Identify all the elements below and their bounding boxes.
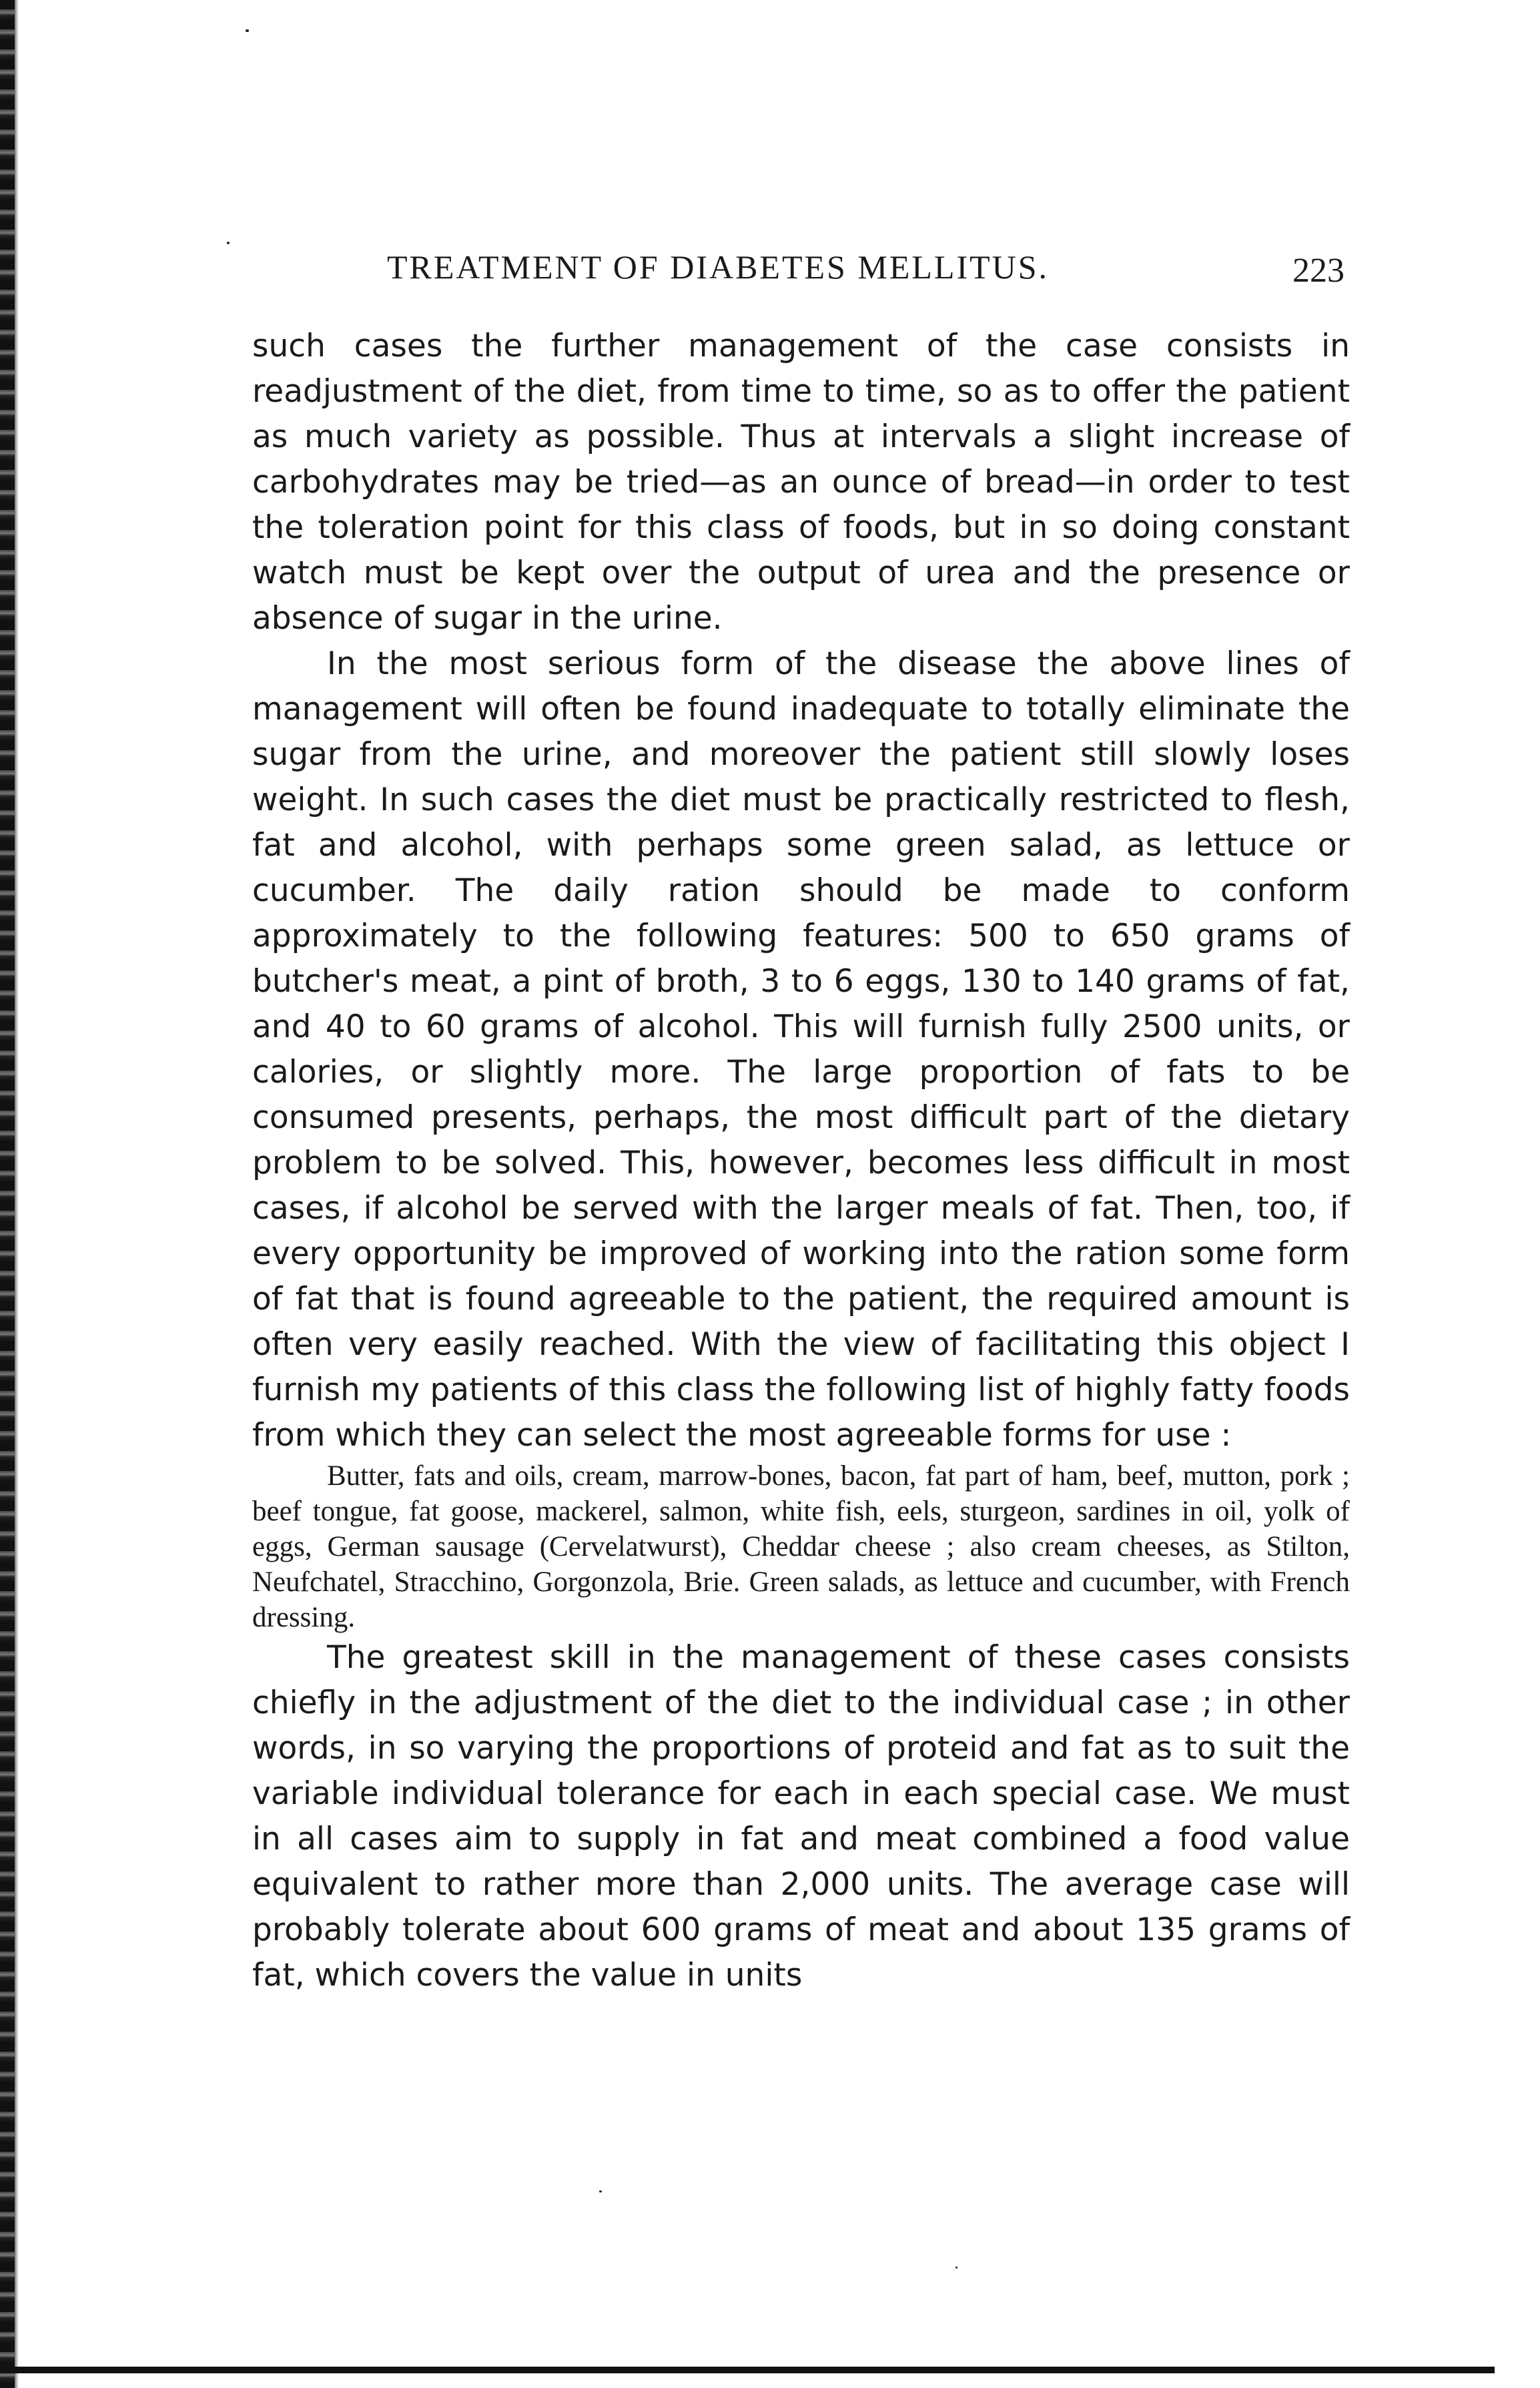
scan-speck xyxy=(227,242,230,244)
scan-speck xyxy=(599,2190,602,2192)
scan-bottom-edge xyxy=(0,2367,1495,2373)
running-title: TREATMENT OF DIABETES MELLITUS. xyxy=(387,248,1050,286)
scan-binding-edge xyxy=(0,0,15,2388)
scan-binding-shadow xyxy=(15,0,19,2388)
paragraph: such cases the further management of the case consists in readjustment of the diet, from time to time, so as to offer the patient as much variety as possible. Thus at intervals a slight increase of carbohydrates may be tried—as an ounce of bread—in order to test the toleration point for this class of foods, but in so doing constant watch must be kept over the output of urea and the presence or absence of sugar in the urine. xyxy=(252,328,1350,637)
scan-speck xyxy=(955,2267,957,2269)
page-body xyxy=(252,324,1350,1998)
paragraph: The greatest skill in the management of these cases consists chiefly in the adjustment of the diet to the individual case ; in other words, in so varying the proportions of proteid and fat as to suit the variable individual tolerance for each in each special case. We must in all cases aim to supply in fat and meat combined a food value equivalent to rather more than 2,000 units. The average case will probably tolerate about 600 grams of meat and about 135 grams of fat, which covers the value in units xyxy=(252,1639,1350,1994)
page-number: 223 xyxy=(1292,252,1344,290)
fatty-foods-list: Butter, fats and oils, cream, marrow-bones, bacon, fat part of ham, beef, mutton, pork ; beef tongue, fat goose, mackerel, salmon, white fish, eels, sturgeon, sardines in oil, yolk of eggs, German sausage (Cervelatwurst), Cheddar cheese ; also cream cheeses, as Stilton, Neufchatel, Stracchino, Gorgonzola, Brie. Green salads, as lettuce and cucumber, with French dressing. xyxy=(252,1460,1350,1633)
paragraph: In the most serious form of the disease the above lines of management will often be found inadequate to totally eliminate the sugar from the urine, and moreover the patient still slowly loses weight. In such cases the diet must be practically restricted to flesh, fat and alcohol, with perhaps some green salad, as lettuce or cucumber. The daily ration should be made to conform approximately to the following features: 500 to 650 grams of butcher's meat, a pint of broth, 3 to 6 eggs, 130 to 140 grams of fat, and 40 to 60 grams of alcohol. This will furnish fully 2500 units, or calories, or slightly more. The large proportion of fats to be consumed presents, perhaps, the most difficult part of the dietary problem to be solved. This, however, becomes less difficult in most cases, if alcohol be served with the larger meals of fat. Then, too, if every opportunity be improved of working into the ration some form of fat that is found agreeable to the patient, the required amount is often very easily reached. With the view of facilitating this object I furnish my patients of this class the following list of highly fatty foods from which they can select the most agreeable forms for use : xyxy=(252,645,1350,1454)
scan-speck xyxy=(246,29,249,32)
page-header xyxy=(254,244,1361,290)
